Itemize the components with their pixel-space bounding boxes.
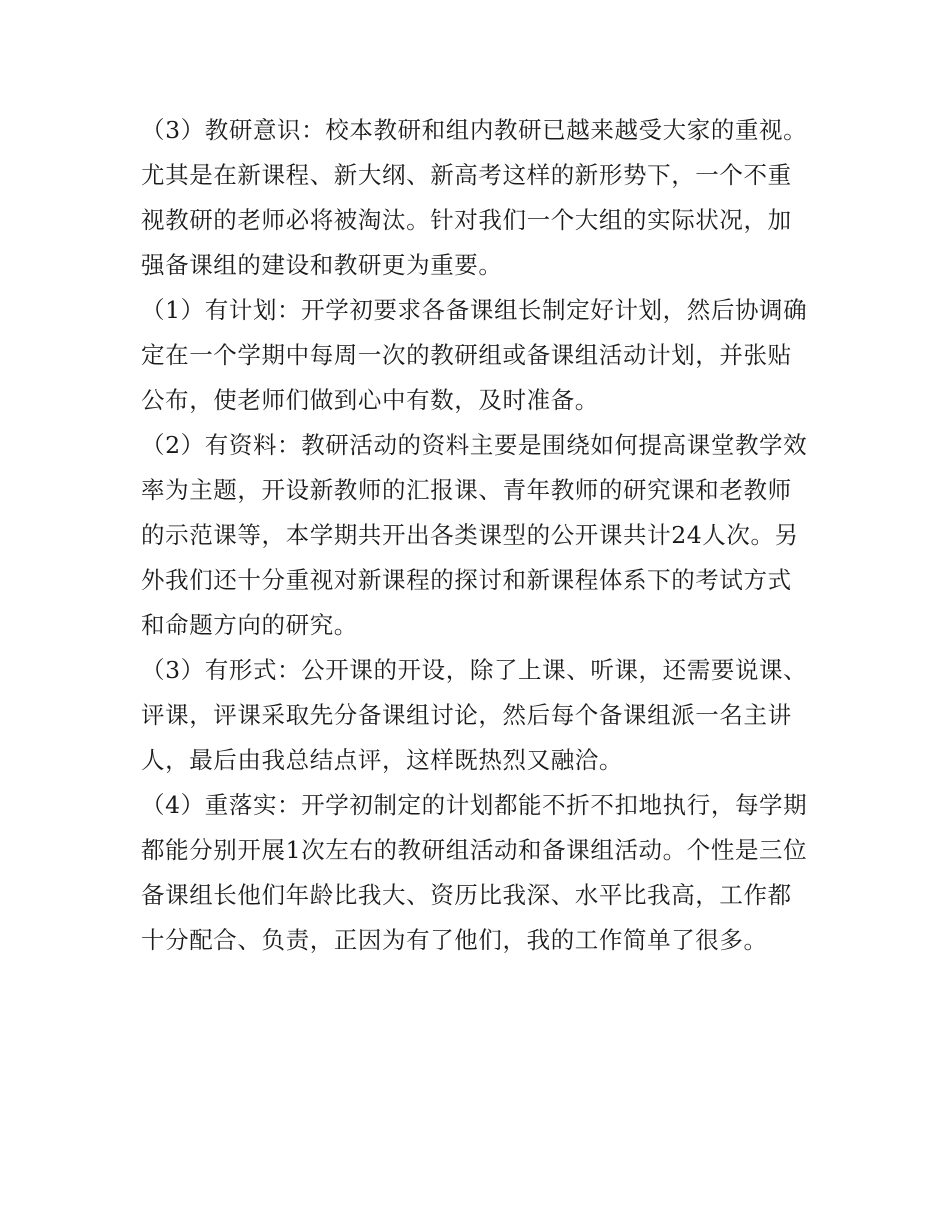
paragraph-planning: （1）有计划：开学初要求各备课组长制定好计划，然后协调确定在一个学期中每周一次的教研组或备课组活动计划，并张贴公布，使老师们做到心中有数，及时准备。 xyxy=(141,296,808,414)
paragraph-teaching-research-awareness: （3）教研意识：校本教研和组内教研已越来越受大家的重视。尤其是在新课程、新大纲、新高考这样的新形势下，一个不重视教研的老师必将被淘汰。针对我们一个大组的实际状况，加强备课组的建设和教研更为重要。 xyxy=(141,116,808,279)
paragraph-materials: （2）有资料：教研活动的资料主要是围绕如何提高课堂教学效率为主题，开设新教师的汇报课、青年教师的研究课和老教师的示范课等，本学期共开出各类课型的公开课共计24人次。另外我们还十分重视对新课程的探讨和新课程体系下的考试方式和命题方向的研究。 xyxy=(141,431,808,639)
paragraph-implementation: （4）重落实：开学初制定的计划都能不折不扣地执行，每学期都能分别开展1次左右的教研组活动和备课组活动。个性是三位备课组长他们年龄比我大、资历比我深、水平比我高，工作都十分配合、负责，正因为有了他们，我的工作简单了很多。 xyxy=(141,791,808,954)
document-body xyxy=(141,108,813,963)
paragraph-format: （3）有形式：公开课的开设，除了上课、听课，还需要说课、评课，评课采取先分备课组讨论，然后每个备课组派一名主讲人，最后由我总结点评，这样既热烈又融洽。 xyxy=(141,656,808,774)
